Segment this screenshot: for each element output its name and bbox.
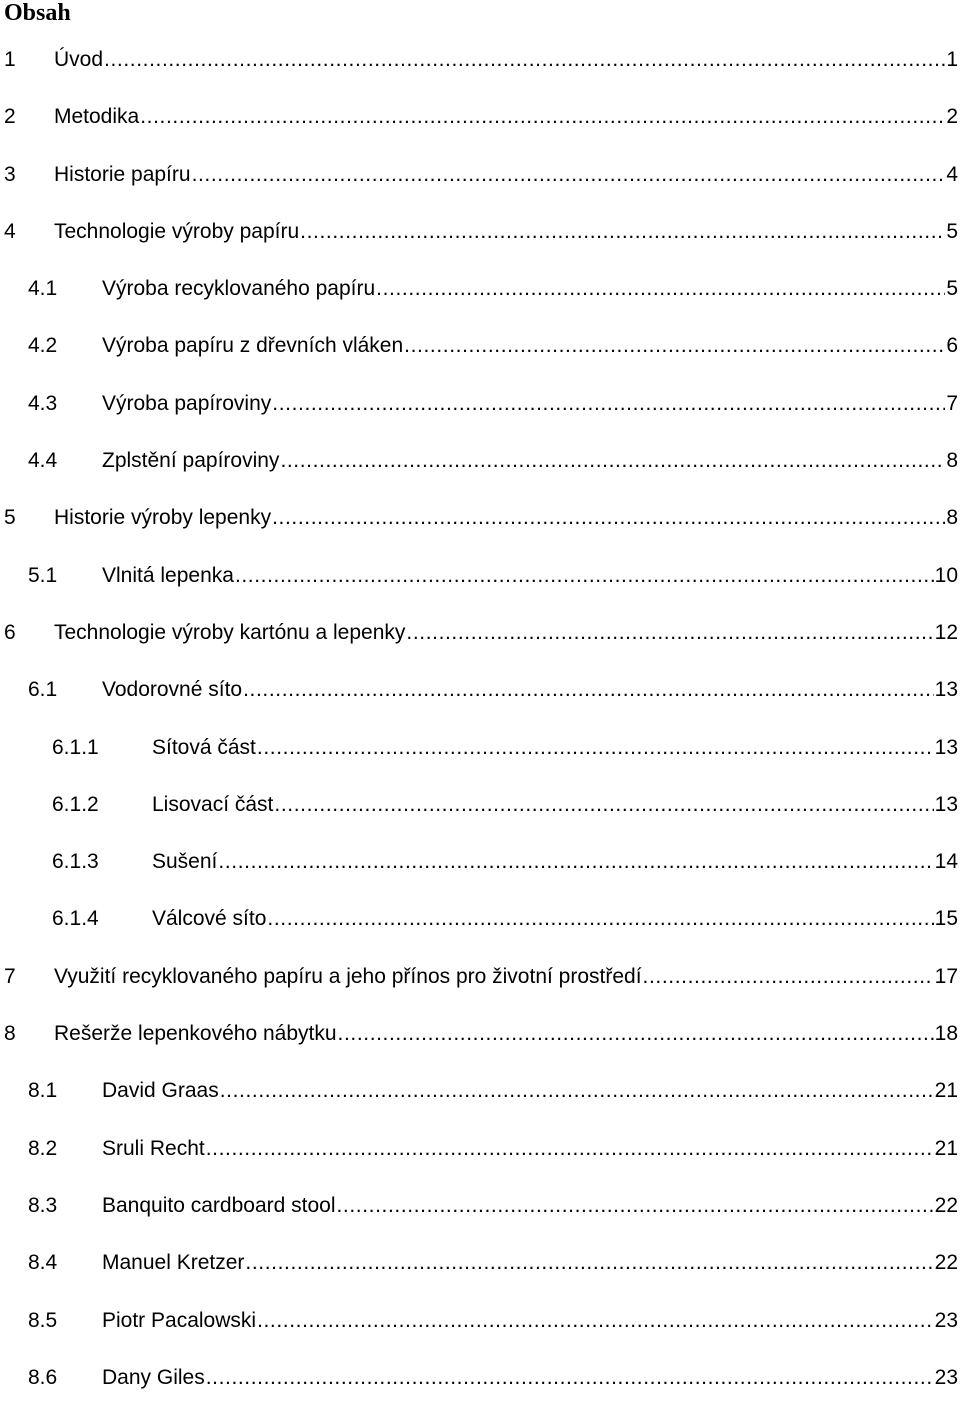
toc-entry-number: 5.1 — [28, 563, 58, 587]
toc-entry-number: 6 — [4, 620, 16, 644]
dot-leader — [272, 391, 945, 417]
toc-entry-title[interactable]: Technologie výroby papíru — [54, 219, 300, 243]
toc-entry-title[interactable]: Historie výroby lepenky — [54, 506, 272, 530]
toc-entry-title[interactable]: Sušení — [152, 850, 218, 874]
toc-entry-page-number: 23 — [934, 1365, 958, 1389]
dot-leader — [280, 448, 945, 474]
toc-entry-number: 6.1.2 — [52, 792, 99, 816]
toc-entry-number: 2 — [4, 105, 16, 129]
toc-entry[interactable] — [0, 498, 960, 555]
toc-entry-title[interactable]: Vlnitá lepenka — [102, 563, 234, 587]
toc-entry[interactable] — [0, 384, 960, 441]
dot-leader — [243, 677, 934, 703]
dot-leader — [218, 849, 933, 875]
toc-entry-number: 1 — [4, 48, 16, 71]
toc-entry[interactable] — [0, 441, 960, 498]
toc-entry-number: 8.1 — [28, 1079, 58, 1103]
toc-entry[interactable] — [0, 1301, 960, 1358]
toc-entry-page-number: 14 — [934, 850, 958, 874]
toc-entry-title[interactable]: Využití recyklovaného papíru a jeho přínos pro životní prostředí — [54, 964, 642, 988]
toc-entry-page-number: 4 — [946, 162, 958, 186]
toc-entry-title[interactable]: Historie papíru — [54, 162, 191, 186]
toc-entry-number: 3 — [4, 162, 16, 186]
toc-entry-page-number: 10 — [934, 563, 958, 587]
toc-entry[interactable] — [0, 212, 960, 269]
toc-entry-page-number: 7 — [946, 391, 958, 415]
toc-entry-page-number: 23 — [934, 1308, 958, 1332]
toc-entry-leader-row — [54, 104, 958, 130]
toc-entry-title[interactable]: Sítová část — [152, 735, 256, 759]
toc-entry-page-number: 18 — [934, 1022, 958, 1046]
toc-entry-leader-row — [54, 964, 958, 990]
toc-entry-number: 7 — [4, 964, 16, 988]
table-of-contents — [0, 40, 960, 1415]
toc-entry-leader-row — [102, 1136, 958, 1162]
toc-entry[interactable] — [0, 613, 960, 670]
toc-entry-number: 8.4 — [28, 1251, 58, 1275]
dot-leader — [104, 47, 945, 73]
toc-entry-page-number: 13 — [934, 735, 958, 759]
dot-leader — [338, 1021, 934, 1047]
toc-entry-title[interactable]: Metodika — [54, 105, 140, 129]
toc-entry-page-number: 8 — [946, 449, 958, 473]
dot-leader — [267, 906, 933, 932]
toc-entry-leader-row — [102, 677, 958, 703]
toc-entry-page-number: 22 — [934, 1193, 958, 1217]
toc-entry-title[interactable]: Válcové síto — [152, 907, 267, 931]
dot-leader — [245, 1250, 933, 1276]
toc-entry[interactable] — [0, 1071, 960, 1128]
toc-entry-title[interactable]: Úvod — [54, 48, 104, 71]
toc-entry-title[interactable]: Výroba recyklovaného papíru — [102, 277, 376, 301]
dot-leader — [192, 162, 946, 188]
toc-entry-page-number: 6 — [946, 334, 958, 358]
toc-entry-number: 4 — [4, 219, 16, 243]
toc-entry-number: 6.1.3 — [52, 850, 99, 874]
toc-entry-title[interactable]: Sruli Recht — [102, 1136, 205, 1160]
toc-entry-leader-row — [102, 1308, 958, 1334]
toc-entry[interactable] — [0, 728, 960, 785]
toc-entry-number: 6.1 — [28, 678, 58, 702]
toc-entry[interactable] — [0, 842, 960, 899]
toc-entry[interactable] — [0, 957, 960, 1014]
toc-entry-leader-row — [102, 563, 958, 589]
toc-entry[interactable] — [0, 40, 960, 97]
toc-entry-page-number: 5 — [946, 277, 958, 301]
toc-entry-number: 8.3 — [28, 1193, 58, 1217]
toc-entry-number: 6.1.4 — [52, 907, 99, 931]
toc-entry-title[interactable]: David Graas — [102, 1079, 219, 1103]
toc-entry-leader-row — [54, 162, 958, 188]
toc-entry-page-number: 22 — [934, 1251, 958, 1275]
toc-entry-number: 5 — [4, 506, 16, 530]
toc-entry-page-number: 15 — [934, 907, 958, 931]
toc-entry[interactable] — [0, 556, 960, 613]
toc-entry-leader-row — [102, 1250, 958, 1276]
dot-leader — [406, 620, 933, 646]
toc-entry-number: 4.4 — [28, 449, 58, 473]
toc-entry-number: 8.6 — [28, 1365, 58, 1389]
toc-entry-page-number: 17 — [934, 964, 958, 988]
dot-leader — [643, 964, 934, 990]
toc-entry-page-number: 13 — [934, 792, 958, 816]
toc-entry[interactable] — [0, 1243, 960, 1300]
toc-entry-number: 8 — [4, 1022, 16, 1046]
dot-leader — [257, 1308, 934, 1334]
toc-entry-leader-row — [152, 906, 958, 932]
toc-entry-page-number: 12 — [934, 620, 958, 644]
toc-entry-title[interactable]: Banquito cardboard stool — [102, 1193, 336, 1217]
toc-entry-leader-row — [152, 792, 958, 818]
toc-entry-leader-row — [102, 333, 958, 359]
toc-entry[interactable] — [0, 269, 960, 326]
toc-entry[interactable] — [0, 1014, 960, 1071]
toc-entry[interactable] — [0, 1129, 960, 1186]
toc-entry-leader-row — [54, 505, 958, 531]
toc-entry-leader-row — [152, 849, 958, 875]
toc-entry[interactable] — [0, 899, 960, 956]
toc-entry-leader-row — [102, 276, 958, 302]
toc-entry-page-number: 13 — [934, 678, 958, 702]
toc-entry-leader-row — [54, 47, 958, 73]
toc-entry[interactable] — [0, 670, 960, 727]
toc-entry-page-number: 2 — [946, 105, 958, 129]
toc-entry-number: 4.1 — [28, 277, 58, 301]
toc-entry-title[interactable]: Technologie výroby kartónu a lepenky — [54, 620, 406, 644]
toc-entry-leader-row — [54, 620, 958, 646]
toc-entry-title[interactable]: Dany Giles — [102, 1365, 205, 1389]
toc-entry-number: 6.1.1 — [52, 735, 99, 759]
dot-leader — [140, 104, 945, 130]
toc-entry-title[interactable]: Vodorovné síto — [102, 678, 243, 702]
toc-entry-title[interactable]: Piotr Pacalowski — [102, 1308, 257, 1332]
toc-entry-title[interactable]: Manuel Kretzer — [102, 1251, 245, 1275]
toc-entry-title[interactable]: Lisovací část — [152, 792, 274, 816]
dot-leader — [404, 333, 945, 359]
toc-entry[interactable] — [0, 155, 960, 212]
toc-entry-page-number: 21 — [934, 1079, 958, 1103]
toc-entry-page-number: 1 — [946, 48, 958, 71]
toc-entry[interactable] — [0, 1186, 960, 1243]
dot-leader — [235, 563, 934, 589]
toc-entry-page-number: 8 — [946, 506, 958, 530]
toc-entry-title[interactable]: Rešerže lepenkového nábytku — [54, 1022, 337, 1046]
dot-leader — [257, 735, 934, 761]
toc-entry-title[interactable]: Výroba papíroviny — [102, 391, 272, 415]
toc-entry-number: 8.5 — [28, 1308, 58, 1332]
toc-entry-number: 8.2 — [28, 1136, 58, 1160]
toc-entry-leader-row — [54, 1021, 958, 1047]
dot-leader — [376, 276, 945, 302]
dot-leader — [337, 1193, 934, 1219]
toc-entry-leader-row — [102, 1193, 958, 1219]
toc-entry[interactable] — [0, 326, 960, 383]
toc-entry-title[interactable]: Zplstění papíroviny — [102, 449, 280, 473]
toc-entry-page-number: 5 — [946, 219, 958, 243]
toc-title: Obsah — [4, 0, 71, 26]
toc-entry[interactable] — [0, 785, 960, 842]
dot-leader — [206, 1136, 934, 1162]
toc-entry-leader-row — [102, 448, 958, 474]
dot-leader — [300, 219, 945, 245]
toc-entry-leader-row — [102, 391, 958, 417]
toc-entry-leader-row — [152, 735, 958, 761]
toc-entry[interactable] — [0, 97, 960, 154]
toc-entry-number: 4.2 — [28, 334, 58, 358]
toc-entry-leader-row — [102, 1365, 958, 1391]
toc-entry-page-number: 21 — [934, 1136, 958, 1160]
toc-entry[interactable] — [0, 1358, 960, 1415]
dot-leader — [274, 792, 933, 818]
dot-leader — [220, 1078, 934, 1104]
toc-entry-title[interactable]: Výroba papíru z dřevních vláken — [102, 334, 404, 358]
toc-entry-leader-row — [102, 1078, 958, 1104]
toc-entry-leader-row — [54, 219, 958, 245]
toc-entry-number: 4.3 — [28, 391, 58, 415]
dot-leader — [206, 1365, 934, 1391]
dot-leader — [272, 505, 945, 531]
